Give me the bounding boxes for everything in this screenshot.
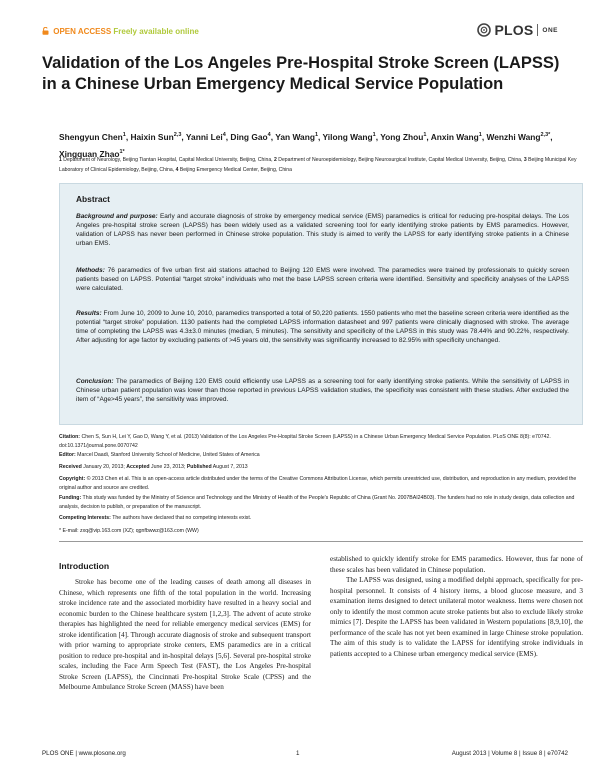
- body-column-left: [59, 577, 311, 693]
- body-column-right: [330, 554, 583, 659]
- open-access-label: OPEN ACCESS: [53, 27, 112, 36]
- abstract-box: [59, 183, 583, 425]
- author: Yilong Wang$^1$: [322, 131, 376, 142]
- logo-divider: [537, 24, 538, 36]
- author: Shengyun Chen$^1$: [59, 131, 126, 142]
- dates: Received January 20, 2013; Accepted June 23, 2013; Published August 7, 2013: [59, 464, 248, 470]
- author: Haixin Sun$^{2,3}$: [130, 131, 182, 142]
- author: Wenzhi Wang$^{2,3*}$: [486, 131, 551, 142]
- page-number: 1: [296, 750, 300, 757]
- competing-interests: Competing Interests: The authors have declared that no competing interests exist.: [59, 515, 252, 521]
- article-title: Validation of the Los Angeles Pre-Hospital Stroke Screen (LAPSS) in a Chinese Urban Emergency Medical Service Population: [42, 54, 560, 93]
- citation: Citation: Chen S, Sun H, Lei Y, Gao D, Wang Y, et al. (2013) Validation of the Los Angeles Pre-Hospital Stroke Screen (LAPSS) in a Chinese Urban Emergency Medical Service Population. PLoS ONE 8(8): e70742. doi:10.1371/journal.pone.0070742: [59, 434, 551, 449]
- journal-one-text: ONE: [542, 26, 558, 34]
- author: Yong Zhou$^1$: [380, 131, 427, 142]
- plos-logo-icon: [477, 23, 491, 37]
- intro-paragraph: Stroke has become one of the leading causes of death among all diseases in Chinese, which represents one fifth of the total population in the world. Increasing stroke incidence rate and the associated morbidity have resulted in a heavy social and economic burden to the Chinese healthcare system [1,2,3]. The advent of acute stroke therapies has highlighted the need for reliable emergency medical services (EMS) for stroke identification [4]. Through accurate diagnosis of stroke and subsequent transport with prior warning to appropriate stroke centers, EMS paramedics are in a critical position to reduce pre-hospital and in-hospital delays [5,6]. Several pre-hospital stroke scales, including the Face Arm Speech Test (FAST), the Los Angeles Pre-hospital Stroke Screen (LAPSS), the Cincinnati Pre-hospital Stroke Scale (CPSS) and the Melbourne Ambulance Stroke Screen (MASS) have been: [59, 578, 311, 691]
- journal-plos-text: PLOS: [494, 22, 534, 38]
- freely-available-label: Freely available online: [113, 27, 199, 36]
- affiliations: 1 Department of Neurology, Beijing Tiantan Hospital, Capital Medical University, Beijing, China, 2 Department of Neuroepidemiology, Beijing Neurosurgical Institute, Capital Medical University, Beijing, China, 3 Beijing Municipal Key Laboratory of Clinical Epidemiology, Beijing, China, 4 Beijing Emergency Medical Center, Beijing, China: [59, 157, 577, 173]
- funding: Funding: This study was funded by the Ministry of Science and Technology and the Ministry of Health of the People's Republic of China (Grant No. 2007BAI24B03). The funders had no role in study design, data collection and analysis, decision to publish, or preparation of the manuscript.: [59, 495, 575, 510]
- journal-logo: [477, 22, 558, 38]
- email: * E-mail: zxq@vip.163.com (XZ); qgnfbwwz@163.com (WW): [59, 528, 199, 534]
- author: Yan Wang$^1$: [275, 131, 319, 142]
- abstract-conclusion: Conclusion: The paramedics of Beijing 120 EMS could efficiently use LAPSS as a screening tool for early identifying stroke patients. While the sensitivity of LAPSS in Chinese urban patient population was lower than those reported in previous LAPSS validation studies, the specificity was consistent with these studies. After excluded the item of “Age>45 years”, the sensitivity was improved.: [76, 378, 569, 403]
- copyright: Copyright: © 2013 Chen et al. This is an open-access article distributed under the terms of the Creative Commons Attribution License, which permits unrestricted use, distribution, and reproduction in any medium, provided the original author and source are credited.: [59, 476, 577, 491]
- author: Anxin Wang$^1$: [430, 131, 482, 142]
- open-access-banner: [42, 27, 199, 36]
- intro-paragraph: established to quickly identify stroke for EMS paramedics. However, thus far none of these scales has been validated in Chinese population.: [330, 555, 583, 574]
- intro-paragraph: The LAPSS was designed, using a modified delphi approach, specifically for pre-hospital personnel. It consists of 4 history items, a blood glucose measure, and 3 examination items designed to detect unilateral motor weakness. Items were chosen not only to identify the most common acute stroke patients but also to exclude likely stroke mimics [7]. Despite the LAPSS has been validated in Western populations [8,9,10], the performance of the scale has not yet been examined in large Chinese stroke population. The aim of this study is to validate the LAPSS for identifying stroke individuals in patients accepted to a Chinese urban emergency medical service (EMS).: [330, 576, 583, 658]
- abstract-heading: Abstract: [76, 194, 110, 204]
- editor: Editor: Marcel Daadi, Stanford University School of Medicine, United States of America: [59, 452, 260, 458]
- author: Ding Gao$^4$: [230, 131, 271, 142]
- footer-issue: August 2013 | Volume 8 | Issue 8 | e70742: [451, 750, 568, 757]
- abstract-background: Background and purpose: Early and accurate diagnosis of stroke by emergency medical service (EMS) paramedics is critical for reducing pre-hospital delays. The Los Angeles pre-hospital stroke screen (LAPSS) has been widely used as a validated screening tool for early identifying stroke patients by EMS paramedics. However, validation of LAPSS has never been performed in Chinese stroke population. This study is aimed to verify the LAPSS for early identifying stroke patients in a Chinese urban EMS.: [76, 213, 569, 247]
- author: Yanni Lei$^4$: [185, 131, 226, 142]
- abstract-methods: Methods: 76 paramedics of five urban first aid stations attached to Beijing 120 EMS were involved. The paramedics were trained by professionals to quickly screen patients based on LAPSS. Potential “target stroke” individuals who met the base LAPSS screen criteria were identified. Sensitivity and specificity analyses of the LAPSS were calculated.: [76, 267, 569, 292]
- open-lock-icon: [42, 27, 49, 35]
- abstract-results: Results: From June 10, 2009 to June 10, 2010, paramedics transported a total of 50,220 patients. 1550 patients who met the baseline screen criteria were identified as the potential “target stroke” population. 1130 patients had the completed LAPSS information datasheet and 997 patients were clinically diagnosed with stroke. The average time of completing the LAPSS was 4.3±3.0 minutes (median, 5 minutes). The sensitivity and specificity of the LAPSS in this study was 78.44% and 90.22%, respectively. After adjusting for age factor by excluding patients of >45 years old, the sensitivity was significantly increased to 82.95% with specificity unchanged.: [76, 310, 569, 344]
- introduction-heading: Introduction: [59, 561, 110, 571]
- author-list: Shengyun Chen$^1$, Haixin Sun$^{2,3}$, Yanni Lei$^4$, Ding Gao$^4$, Yan Wang$^1$, Yilong Wang$^1$, Yong Zhou$^1$, Anxin Wang$^1$, Wenzhi Wang$^{2,3*}$, Xingquan Zhao$^{1*}$: [59, 131, 553, 159]
- footer-journal: PLOS ONE | www.plosone.org: [42, 750, 126, 757]
- author: Xingquan Zhao$^{1*}$: [59, 148, 125, 159]
- divider: [59, 541, 583, 542]
